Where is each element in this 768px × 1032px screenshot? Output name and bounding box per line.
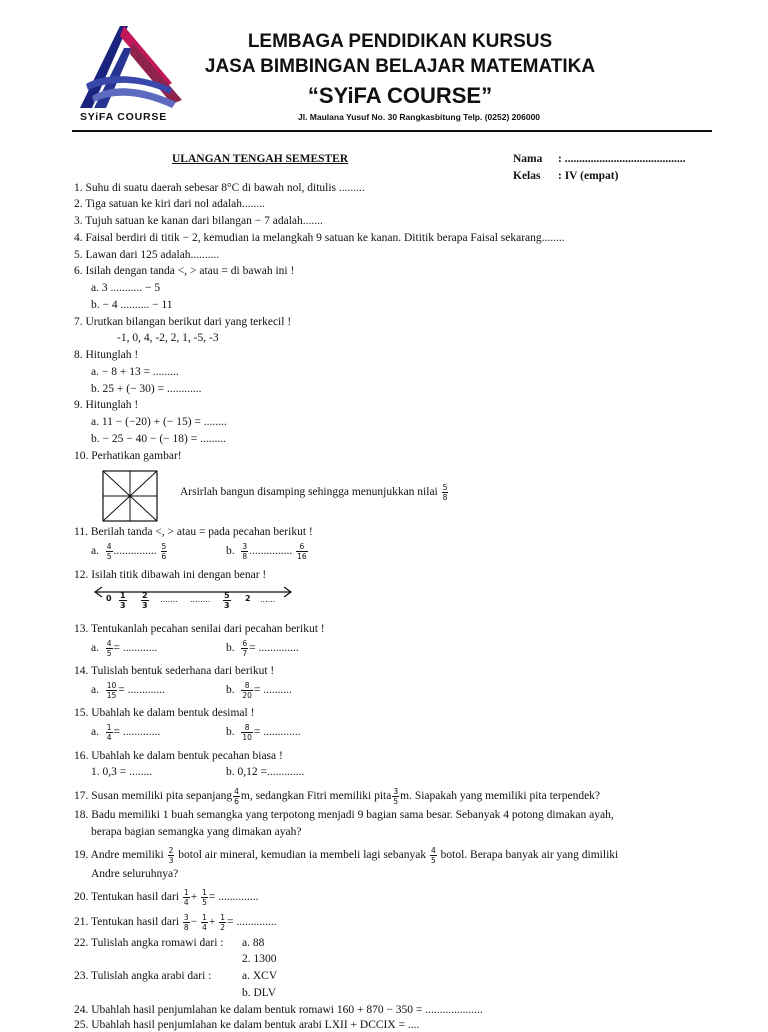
fraction-5-8: $\frac{5}{8}$ [442,483,448,502]
question-4: 4. Faisal berdiri di titik − 2, kemudian ia melangkah 9 satuan ke kanan. Dititik berapa Faisal sekarang........ [74,232,565,244]
question-11: 11. Berilah tanda <, > atau = pada pecahan berikut ! [74,526,313,538]
question-13: 13. Tentukanlah pecahan senilai dari pecahan berikut ! [74,623,325,635]
question-19-line-2: Andre seluruhnya? [91,868,179,880]
nl-label-2-3: $\frac{2}{3}$ [142,591,148,610]
question-11a: a. $\frac{4}{5}$ ............... $\frac{5}{6}$ [91,542,167,561]
question-14b: b. $\frac{8}{20}$ = .......... [226,681,293,700]
question-6a: a. 3 ........... − 5 [91,282,161,294]
nl-label-1-3: $\frac{1}{3}$ [120,591,126,610]
question-16: 16. Ubahlah ke dalam bentuk pecahan biasa ! [74,750,283,762]
question-14: 14. Tulislah bentuk sederhana dari berikut ! [74,665,275,677]
exam-title: ULANGAN TENGAH SEMESTER [172,153,349,165]
question-12: 12. Isilah titik dibawah ini dengan benar ! [74,569,267,581]
nl-label-2: 2 [245,594,251,603]
question-10: 10. Perhatikan gambar! [74,450,182,462]
square-divided-figure [102,470,158,522]
logo-caption: SYiFA COURSE [80,111,168,123]
logo [72,18,187,130]
header-line-2: JASA BIMBINGAN BELAJAR MATEMATIKA [204,56,596,77]
question-1: 1. Suhu di suatu daerah sebesar 8°C di bawah nol, ditulis ......... [74,182,365,194]
question-8: 8. Hitunglah ! [74,349,139,361]
nl-blank-2: ........ [190,595,211,604]
question-15b: b. $\frac{8}{10}$ = ............. [226,723,301,742]
question-21: 21. Tentukan hasil dari $\frac{3}{8}$ − $\frac{1}{4}$ + $\frac{1}{2}$ = .............. [74,913,277,932]
question-11b: b. $\frac{3}{8}$ ............... $\frac{6}{16}$ [226,542,307,561]
question-9b: b. − 25 − 40 − (− 18) = ......... [91,433,226,445]
kelas-value: : IV (empat) [558,170,619,182]
question-9: 9. Hitunglah ! [74,399,139,411]
question-14a: a. $\frac{10}{15}$ = ............. [91,681,166,700]
question-22b: 2. 1300 [242,953,277,965]
question-22: 22. Tulislah angka romawi dari : [74,937,224,949]
question-20: 20. Tentukan hasil dari $\frac{1}{4}$ + $\frac{1}{5}$ = .............. [74,888,259,907]
question-25: 25. Ubahlah hasil penjumlahan ke dalam bentuk arabi LXII + DCCIX = .... [74,1019,420,1031]
syifa-logo-graphic [72,18,187,113]
question-6: 6. Isilah dengan tanda <, > atau = di bawah ini ! [74,265,295,277]
nama-label: Nama [513,153,543,165]
question-16b: b. 0,12 =............. [226,766,305,778]
question-3: 3. Tujuh satuan ke kanan dari bilangan − 7 adalah....... [74,215,323,227]
question-2: 2. Tiga satuan ke kiri dari nol adalah........ [74,198,265,210]
question-6b: b. − 4 .......... − 11 [91,299,173,311]
header-line-1: LEMBAGA PENDIDIKAN KURSUS [247,31,553,52]
question-7: 7. Urutkan bilangan berikut dari yang terkecil ! [74,316,292,328]
question-7-list: -1, 0, 4, -2, 2, 1, -5, -3 [117,332,219,344]
question-9a: a. 11 − (−20) + (− 15) = ........ [91,416,227,428]
question-19: 19. Andre memiliki $\frac{2}{3}$ botol air mineral, kemudian ia membeli lagi sebanyak $\frac{4}{5}$ botol. Berapa banyak air yang dimiliki [74,846,619,865]
question-23: 23. Tulislah angka arabi dari : [74,970,212,982]
kelas-label: Kelas [513,170,541,182]
header-line-3: “SYiFA COURSE” [307,83,493,108]
question-8a: a. − 8 + 13 = ......... [91,366,179,378]
nl-blank-3: ...... [260,595,276,604]
question-16a: 1. 0,3 = ........ [91,766,153,778]
nl-blank-1: ....... [160,595,178,604]
header-address: Jl. Maulana Yusuf No. 30 Rangkasbitung Telp. (0252) 206000 [298,112,541,122]
question-13a: a. $\frac{4}{5}$ = ............ [91,639,158,658]
question-23a: a. XCV [242,970,278,982]
question-23b: b. DLV [242,987,277,999]
header-divider [72,130,712,132]
question-13b: b. $\frac{6}{7}$ = .............. [226,639,299,658]
question-22a: a. 88 [242,937,265,949]
question-15a: a. $\frac{1}{4}$ = ............. [91,723,161,742]
nl-label-5-3: $\frac{5}{3}$ [224,591,230,610]
question-15: 15. Ubahlah ke dalam bentuk desimal ! [74,707,255,719]
nama-value: : .......................................... [558,153,686,165]
question-24: 24. Ubahlah hasil penjumlahan ke dalam bentuk romawi 160 + 870 − 350 = .................... [74,1004,483,1016]
question-17: 17. Susan memiliki pita sepanjang $\frac{4}{6}$ m, sedangkan Fitri memiliki pita $\frac{3}{5}$ m. Siapakah yang memiliki pita terpendek? [74,787,601,806]
question-18-line-1: 18. Badu memiliki 1 buah semangka yang terpotong menjadi 9 bagian sama besar. Sebanyak 4 potong dimakan ayah, [74,809,614,821]
question-10-instruction: Arsirlah bangun disamping sehingga menunjukkan nilai $\frac{5}{8}$ [180,483,448,502]
nl-label-0: 0 [106,594,112,603]
question-8b: b. 25 + (− 30) = ............ [91,383,202,395]
question-5: 5. Lawan dari 125 adalah.......... [74,249,220,261]
question-18-line-2: berapa bagian semangka yang dimakan ayah? [91,826,302,838]
